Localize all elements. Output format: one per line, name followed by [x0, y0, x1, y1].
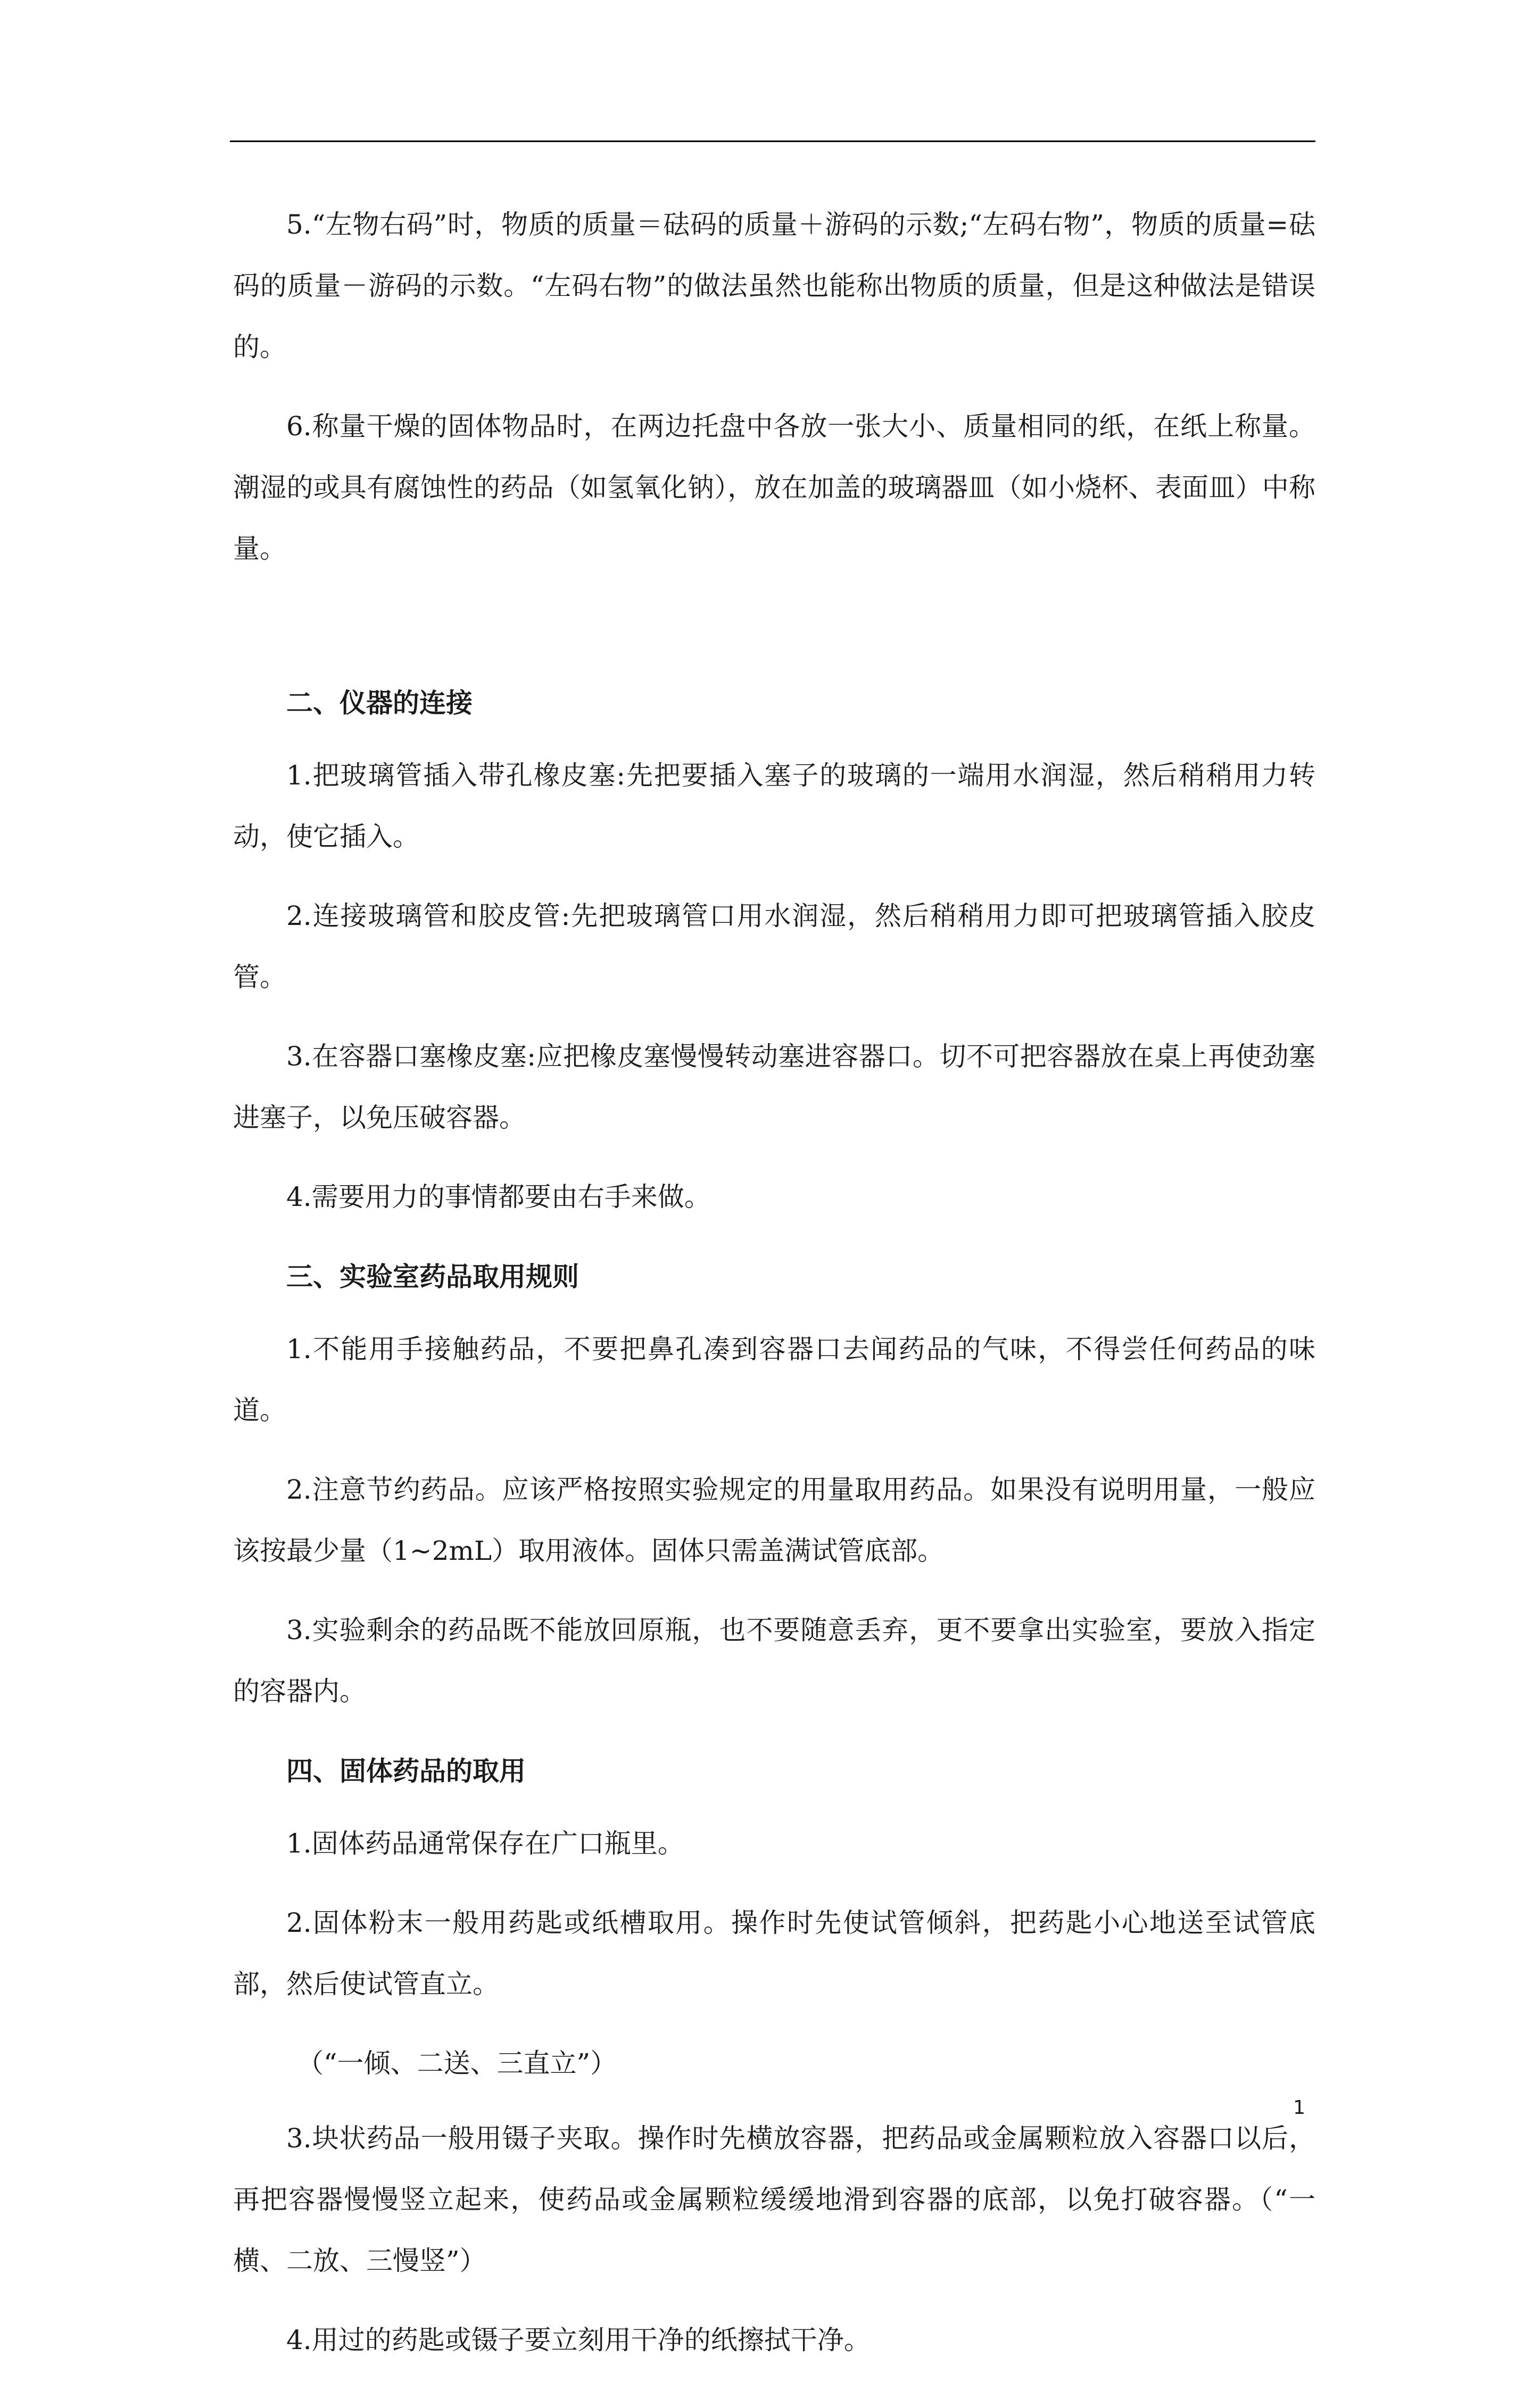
paragraph-balance-6: 6.称量干燥的固体物品时，在两边托盘中各放一张大小、质量相同的纸，在纸上称量。潮湿的或具有腐蚀性的药品（如氢氧化钠），放在加盖的玻璃器皿（如小烧杯、表面皿）中称量。	[233, 411, 1315, 564]
paragraph-solid-3: 3.块状药品一般用镊子夹取。操作时先横放容器，把药品或金属颗粒放入容器口以后，再把容器慢慢竖立起来，使药品或金属颗粒缓缓地滑到容器的底部，以免打破容器。（“一横、二放、三慢竖”）	[233, 2123, 1315, 2276]
paragraph-connection-4: 4.需要用力的事情都要由右手来做。	[286, 1181, 711, 1212]
paragraph-solid-1: 1.固体药品通常保存在广口瓶里。	[286, 1828, 684, 1859]
paragraph-rules-1: 1.不能用手接触药品，不要把鼻孔凑到容器口去闻药品的气味，不得尝任何药品的味道。	[233, 1334, 1315, 1426]
paragraph-rules-3: 3.实验剩余的药品既不能放回原瓶，也不要随意丢弃，更不要拿出实验室，要放入指定的容器内。	[233, 1615, 1315, 1707]
paragraph-solid-2-note: （“一倾、二送、三直立”）	[297, 2048, 617, 2079]
page-number: 1	[1293, 2097, 1305, 2119]
paragraph-solid-2: 2.固体粉末一般用药匙或纸槽取用。操作时先使试管倾斜，把药匙小心地送至试管底部，然后使试管直立。	[233, 1907, 1315, 1999]
section-gap	[233, 598, 1315, 672]
paragraph-rules-2: 2.注意节约药品。应该严格按照实验规定的用量取用药品。如果没有说明用量，一般应该按最少量（1~2mL）取用液体。固体只需盖满试管底部。	[233, 1474, 1315, 1566]
document-body	[233, 194, 1315, 2389]
header-rule	[230, 140, 1315, 142]
paragraph-balance-5: 5.“左物右码”时，物质的质量＝砝码的质量＋游码的示数;“左码右物”，物质的质量=砝码的质量－游码的示数。“左码右物”的做法虽然也能称出物质的质量，但是这种做法是错误的。	[233, 209, 1315, 362]
paragraph-solid-4: 4.用过的药匙或镊子要立刻用干净的纸擦拭干净。	[286, 2325, 871, 2355]
paragraph-connection-2: 2.连接玻璃管和胶皮管:先把玻璃管口用水润湿，然后稍稍用力即可把玻璃管插入胶皮管。	[233, 900, 1315, 993]
section-heading-connection: 二、仪器的连接	[286, 687, 473, 718]
section-heading-solid: 四、固体药品的取用	[286, 1755, 526, 1787]
paragraph-connection-3: 3.在容器口塞橡皮塞:应把橡皮塞慢慢转动塞进容器口。切不可把容器放在桌上再使劲塞进塞子，以免压破容器。	[233, 1041, 1315, 1133]
section-heading-rules: 三、实验室药品取用规则	[286, 1261, 579, 1292]
paragraph-connection-1: 1.把玻璃管插入带孔橡皮塞:先把要插入塞子的玻璃的一端用水润湿，然后稍稍用力转动，使它插入。	[233, 760, 1315, 852]
